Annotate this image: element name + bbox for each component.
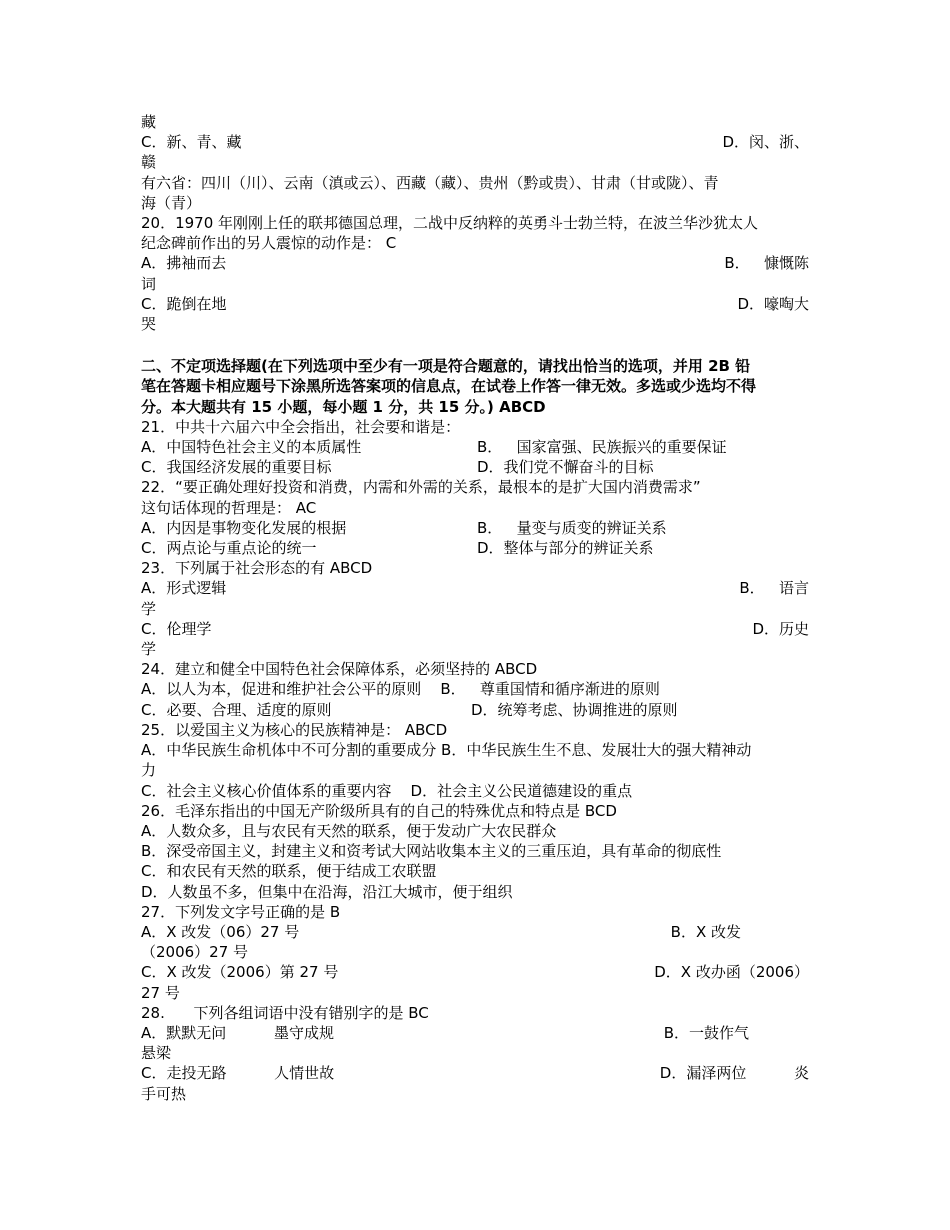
q23-option-d: D．历史 <box>752 619 809 638</box>
q20-option-b: B． 慷慨陈 <box>724 254 809 273</box>
q27-option-c: C．X 改发（2006）第 27 号 <box>141 963 339 982</box>
q22-option-c: C．两点论与重点论的统一 <box>141 539 317 558</box>
q26-stem: 26．毛泽东指出的中国无产阶级所具有的自己的特殊优点和特点是 BCD <box>141 801 617 820</box>
q28-options-ab <box>141 1023 809 1043</box>
q27-options-cd <box>141 962 809 982</box>
q24-stem: 24．建立和健全中国特色社会保障体系，必须坚持的 ABCD <box>141 660 538 679</box>
q19-option-d: D．闵、浙、 <box>722 133 809 152</box>
q20-option-d-cont: 哭 <box>141 315 157 334</box>
q25-stem: 25．以爱国主义为核心的民族精神是： ABCD <box>141 720 448 739</box>
q19-option-tail: 藏 <box>141 113 157 131</box>
q24-options-ab: A．以人为本，促进和维护社会公平的原则 B． 尊重国情和循序渐进的原则 <box>141 680 660 699</box>
q23-option-d-cont: 学 <box>141 640 157 659</box>
q28-option-b-cont: 悬梁 <box>141 1044 172 1063</box>
q23-options-cd <box>141 619 809 639</box>
q21-options-cd <box>141 457 809 477</box>
q23-option-c: C．伦理学 <box>141 619 212 638</box>
q26-option-d: D．人数虽不多，但集中在沿海，沿江大城市，便于组织 <box>141 882 513 901</box>
section2-heading-line3: 分。本大题共有 15 小题，每小题 1 分，共 15 分。) ABCD <box>141 397 546 416</box>
q21-option-c: C．我国经济发展的重要目标 <box>141 458 332 477</box>
q20-option-d: D．嚎啕大 <box>737 294 809 313</box>
q19-note-line1: 有六省：四川（川）、云南（滇或云）、西藏（藏）、贵州（黔或贵）、甘肃（甘或陇）、青 <box>141 173 719 192</box>
q19-option-d-cont: 赣 <box>141 153 157 172</box>
q28-option-d: D．漏泽两位 炎 <box>659 1064 809 1083</box>
q19-option-c: C．新、青、藏 <box>141 133 242 152</box>
exam-page <box>141 112 809 1104</box>
section2-heading-line2: 笔在答题卡相应题号下涂黑所选答案项的信息点，在试卷上作答一律无效。多选或少选均不得 <box>141 377 757 396</box>
q28-options-cd <box>141 1063 809 1083</box>
q27-options-ab <box>141 922 809 942</box>
q28-stem: 28. 下列各组词语中没有错别字的是 BC <box>141 1003 429 1022</box>
q27-option-d-cont: 27 号 <box>141 983 180 1002</box>
q22-option-d: D．整体与部分的辨证关系 <box>477 539 654 558</box>
q21-options-ab <box>141 437 809 457</box>
q23-option-b-cont: 学 <box>141 599 157 618</box>
q20-option-c: C．跪倒在地 <box>141 294 227 313</box>
q21-stem: 21．中共十六届六中全会指出，社会要和谐是： <box>141 417 461 436</box>
q27-option-b: B．X 改发 <box>670 922 741 941</box>
q20-options-ab <box>141 253 809 273</box>
q20-options-cd <box>141 294 809 314</box>
q19-note-line2: 海（青） <box>141 193 202 212</box>
q27-option-d: D．X 改办函（2006） <box>654 963 809 982</box>
q20-option-a: A．拂袖而去 <box>141 254 227 273</box>
q26-option-a: A．人数众多，且与农民有天然的联系，便于发动广大农民群众 <box>141 821 557 840</box>
q22-stem-line2: 这句话体现的哲理是： AC <box>141 498 317 517</box>
q20-stem-line1: 20．1970 年刚刚上任的联邦德国总理，二战中反纳粹的英勇斗士勃兰特，在波兰华沙犹太人 <box>141 214 759 233</box>
spacer <box>141 334 809 356</box>
q24-options-cd <box>141 700 809 720</box>
q27-stem: 27．下列发文字号正确的是 B <box>141 902 341 921</box>
q22-stem-line1: 22．“要正确处理好投资和消费，内需和外需的关系，最根本的是扩大国内消费需求” <box>141 478 701 497</box>
q25-options-ab-line2: 力 <box>141 761 157 780</box>
q26-option-b: B．深受帝国主义，封建主义和资考试大网站收集本主义的三重压迫，具有革命的彻底性 <box>141 842 722 861</box>
q23-options-ab <box>141 578 809 598</box>
q25-options-ab-line1: A．中华民族生命机体中不可分割的重要成分 B．中华民族生生不息、发展壮大的强大精神动 <box>141 741 752 760</box>
q25-options-cd: C．社会主义核心价值体系的重要内容 D．社会主义公民道德建设的重点 <box>141 781 633 800</box>
q21-option-a: A．中国特色社会主义的本质属性 <box>141 438 362 457</box>
q28-option-b: B．一鼓作气 <box>663 1023 749 1042</box>
q28-option-a: A．默默无问 墨守成规 <box>141 1023 334 1042</box>
q20-stem-line2: 纪念碑前作出的另人震惊的动作是： C <box>141 234 397 253</box>
q27-option-a: A．X 改发（06）27 号 <box>141 922 300 941</box>
q20-option-b-cont: 词 <box>141 274 157 293</box>
q23-option-a: A．形式逻辑 <box>141 579 227 598</box>
q23-stem: 23．下列属于社会形态的有 ABCD <box>141 559 373 578</box>
q22-options-ab <box>141 518 809 538</box>
q23-option-b: B． 语言 <box>739 579 809 598</box>
q24-option-c: C．必要、合理、适度的原则 <box>141 700 332 719</box>
q22-option-a: A．内因是事物变化发展的根据 <box>141 518 347 537</box>
q26-option-c: C．和农民有天然的联系，便于结成工农联盟 <box>141 862 437 881</box>
q21-option-d: D．我们党不懈奋斗的目标 <box>477 458 654 477</box>
q28-option-c: C．走投无路 人情世故 <box>141 1064 335 1083</box>
q22-option-b: B． 量变与质变的辨证关系 <box>477 518 667 537</box>
q22-options-cd <box>141 538 809 558</box>
q19-options-cd <box>141 132 809 152</box>
q27-option-b-cont: （2006）27 号 <box>141 943 249 962</box>
q21-option-b: B． 国家富强、民族振兴的重要保证 <box>477 438 727 457</box>
section2-heading-line1: 二、不定项选择题(在下列选项中至少有一项是符合题意的，请找出恰当的选项，并用 2B 铅 <box>141 357 751 376</box>
q28-option-d-cont: 手可热 <box>141 1084 187 1103</box>
q24-option-d: D．统筹考虑、协调推进的原则 <box>471 700 678 719</box>
